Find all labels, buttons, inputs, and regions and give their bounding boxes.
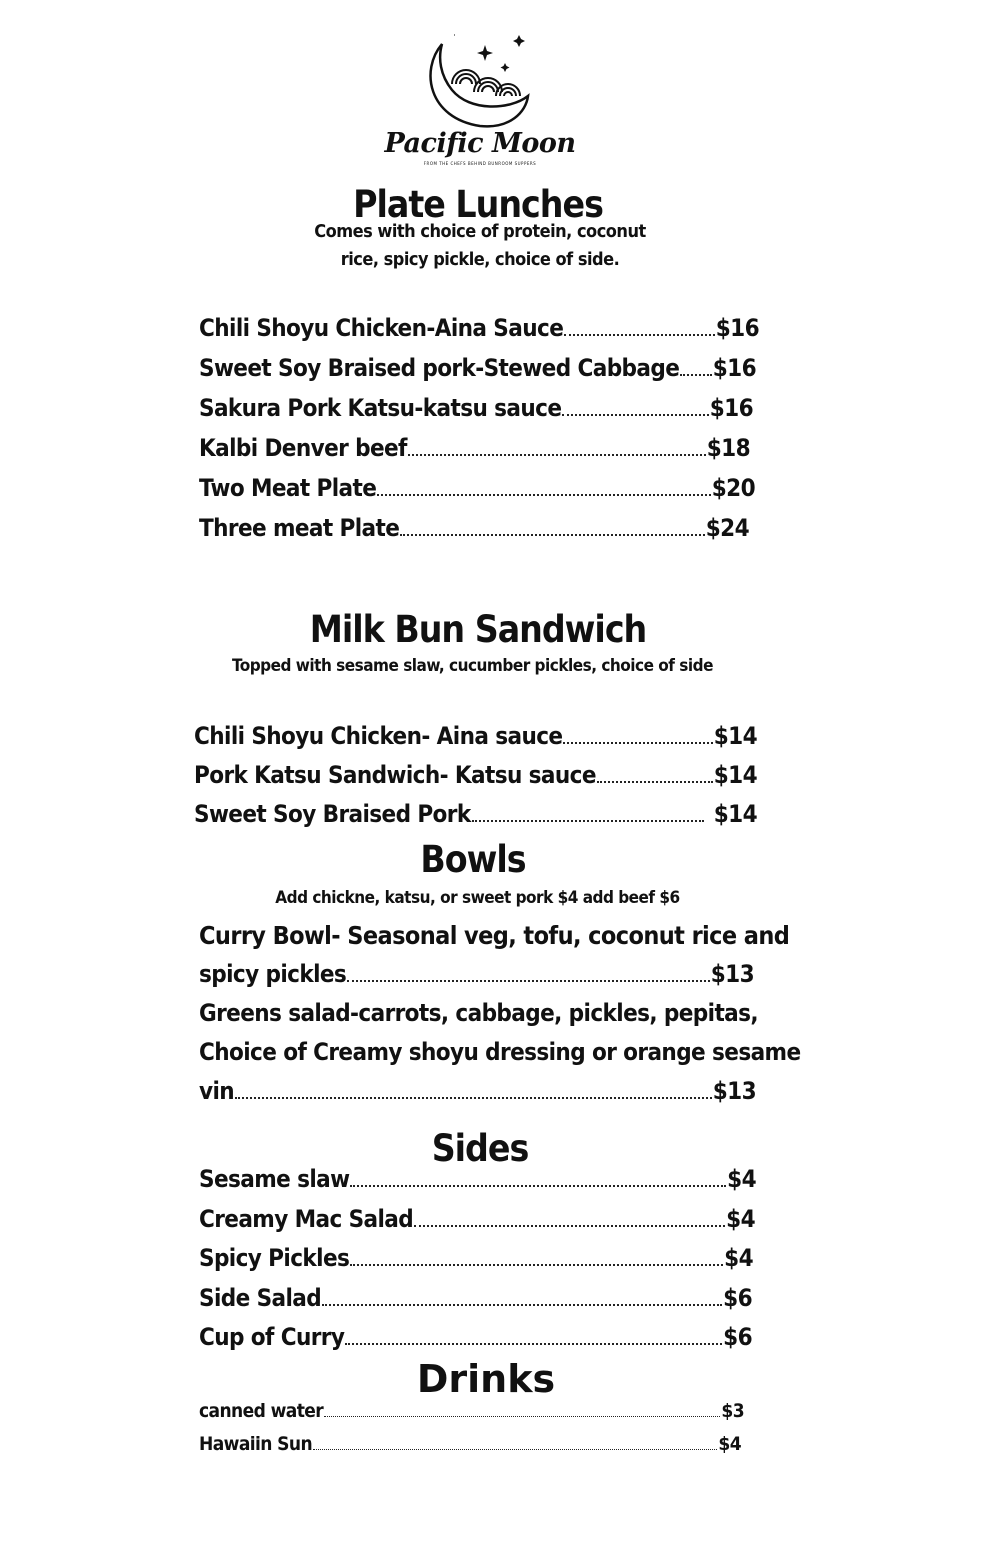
menu-item xyxy=(199,1165,756,1205)
milk-bun-list xyxy=(194,722,759,839)
bowls-subtitle: Add chickne, katsu, or sweet pork $4 add beef $6 xyxy=(275,888,680,908)
item-name: Kalbi Denver beef xyxy=(199,434,407,462)
leader-dots xyxy=(235,1097,712,1099)
menu-item xyxy=(199,960,754,988)
item-price: $4 xyxy=(718,1433,741,1455)
item-name: canned water xyxy=(199,1400,324,1422)
greens-salad-line1: Greens salad-carrots, cabbage, pickles, pepitas, xyxy=(199,999,759,1027)
greens-salad-line2: Choice of Creamy shoyu dressing or orange sesame xyxy=(199,1038,801,1066)
item-price: $14 xyxy=(713,722,757,750)
item-name: vin xyxy=(199,1077,235,1105)
item-price: $6 xyxy=(723,1283,752,1312)
leader-dots xyxy=(350,1264,723,1266)
leader-dots xyxy=(472,820,704,822)
menu-item xyxy=(199,474,755,514)
plate-lunches-subtitle-line1: Comes with choice of protein, coconut xyxy=(314,221,646,242)
leader-dots xyxy=(414,1225,725,1227)
item-name: Side Salad xyxy=(199,1283,322,1312)
menu-item xyxy=(194,761,757,800)
plate-lunches-list xyxy=(199,314,759,554)
leader-dots xyxy=(322,1304,722,1306)
milk-bun-subtitle: Topped with sesame slaw, cucumber pickles, choice of side xyxy=(232,656,713,676)
curry-bowl-line1: Curry Bowl- Seasonal veg, tofu, coconut rice and xyxy=(199,921,790,950)
item-name: spicy pickles xyxy=(199,960,347,988)
sides-list xyxy=(199,1165,759,1363)
menu-item xyxy=(199,514,749,554)
leader-dots xyxy=(408,454,706,456)
item-name: Sakura Pork Katsu-katsu sauce xyxy=(199,394,562,422)
leader-dots xyxy=(313,1449,717,1450)
drinks-list xyxy=(199,1400,759,1466)
menu-item xyxy=(199,1284,752,1324)
menu-item xyxy=(199,314,759,354)
leader-dots xyxy=(562,414,708,416)
milk-bun-title: Milk Bun Sandwich xyxy=(309,608,647,651)
menu-item xyxy=(199,434,750,474)
plate-lunches-title: Plate Lunches xyxy=(353,183,603,226)
item-price: $14 xyxy=(713,800,757,828)
leader-dots xyxy=(345,1343,722,1345)
item-price: $16 xyxy=(715,314,759,342)
leader-dots xyxy=(597,781,713,783)
item-name: Chili Shoyu Chicken-Aina Sauce xyxy=(199,314,564,342)
svg-text:˙: ˙ xyxy=(452,34,457,45)
moon-noodle-bowl-icon xyxy=(390,30,570,130)
item-name: Chili Shoyu Chicken- Aina sauce xyxy=(194,722,563,750)
menu-item xyxy=(194,722,757,761)
item-price: $3 xyxy=(721,1400,744,1422)
leader-dots xyxy=(347,980,710,982)
item-name: Hawaiin Sun xyxy=(199,1433,313,1455)
item-name: Spicy Pickles xyxy=(199,1244,350,1272)
menu-item xyxy=(199,1400,744,1433)
item-price: $4 xyxy=(724,1244,753,1272)
item-name: Sweet Soy Braised pork-Stewed Cabbage xyxy=(199,354,680,382)
item-price: $14 xyxy=(713,761,757,789)
leader-dots xyxy=(377,494,710,496)
leader-dots xyxy=(563,742,712,744)
item-name: Pork Katsu Sandwich- Katsu sauce xyxy=(194,761,596,789)
leader-dots xyxy=(680,374,711,376)
item-price: $20 xyxy=(711,474,755,502)
bowls-title: Bowls xyxy=(420,838,526,881)
menu-item xyxy=(194,800,757,839)
leader-dots xyxy=(324,1416,720,1417)
leader-dots xyxy=(350,1185,726,1187)
menu-item xyxy=(199,394,753,434)
item-price: $24 xyxy=(705,514,749,542)
item-name: Two Meat Plate xyxy=(199,474,377,502)
menu-item xyxy=(199,354,756,394)
sides-title: Sides xyxy=(431,1127,529,1170)
item-name: Creamy Mac Salad xyxy=(199,1204,414,1233)
item-price: $13 xyxy=(712,1077,756,1105)
item-price: $18 xyxy=(706,434,750,462)
item-price: $13 xyxy=(710,960,754,988)
item-name: Three meat Plate xyxy=(199,514,400,542)
item-price: $6 xyxy=(723,1323,752,1351)
item-name: Sesame slaw xyxy=(199,1165,350,1193)
item-name: Sweet Soy Braised Pork xyxy=(194,800,471,828)
brand-name: Pacific Moon xyxy=(384,128,576,159)
plate-lunches-subtitle-line2: rice, spicy pickle, choice of side. xyxy=(340,249,620,270)
item-price: $16 xyxy=(709,394,753,422)
menu-item xyxy=(199,1244,753,1284)
menu-item xyxy=(199,1205,755,1245)
menu-item xyxy=(199,1077,756,1105)
item-price: $4 xyxy=(727,1165,756,1193)
leader-dots xyxy=(564,334,714,336)
menu-item xyxy=(199,1433,741,1466)
item-price: $4 xyxy=(726,1204,755,1233)
leader-dots xyxy=(400,534,704,536)
item-price: $16 xyxy=(712,354,756,382)
drinks-title: Drinks xyxy=(416,1357,556,1401)
item-name: Cup of Curry xyxy=(199,1323,345,1351)
brand-tagline: FROM THE CHEFS BEHIND BUNROOM SUPPERS xyxy=(423,161,537,166)
